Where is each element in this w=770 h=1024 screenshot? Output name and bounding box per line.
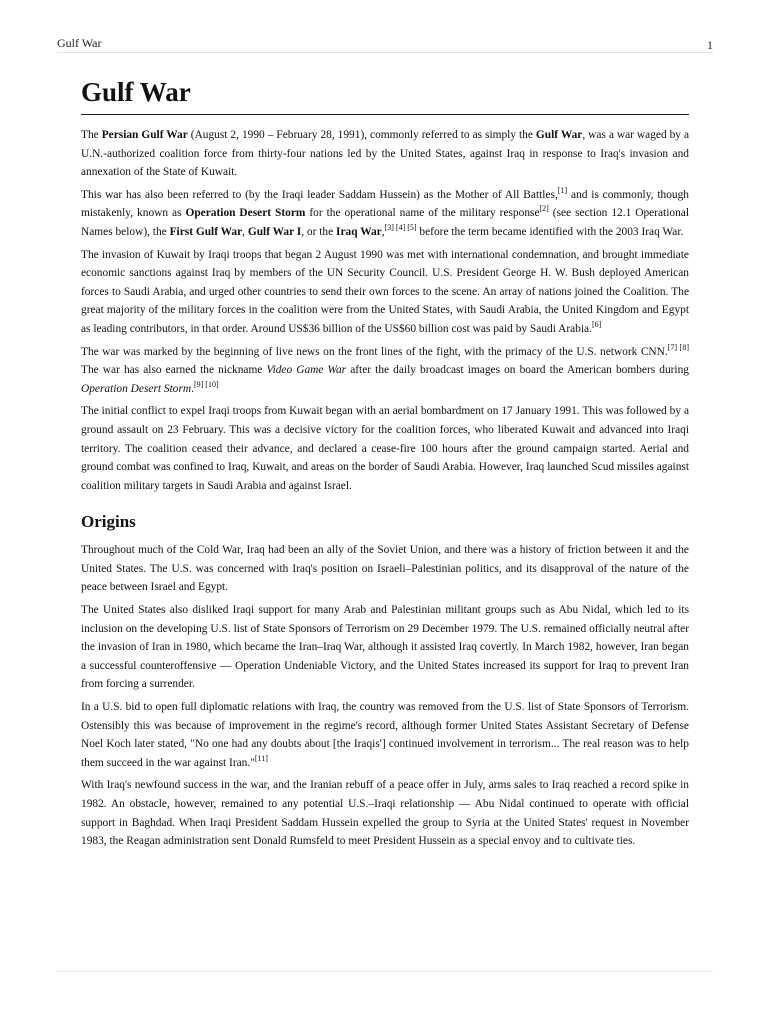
text-run: (see section 12.1 Operational Names below), the — [81, 207, 689, 238]
text-run: , — [381, 225, 385, 238]
text-run: In a U.S. bid to open full diplomatic relations with Iraq, the country was removed from the U.S. list of State Sponsors of Terrorism. Ostensibly this was because of improvement in the regime's record, although former United States Assistant Secretary of Defense Noel Koch later stated, "No one had any doubts about [the Iraqis'] continued involvement in terrorism... The real reason was to help them succeed in the war against Iran." — [81, 701, 689, 769]
conflict-paragraph: The initial conflict to expel Iraqi troops from Kuwait began with an aerial bombardment on 17 January 1991. This was followed by a ground assault on 23 February. This was a decisive victory for the coalition forces, who liberated Kuwait and advanced into Iraqi territory. The coalition ceased their advance, and declared a cease-fire 100 hours after the ground campaign started. Aerial and ground combat was confined to Iraq, Kuwait, and areas on the border of Saudi Arabia. However, Iraq launched Scud missiles against coalition military targets in Saudi Arabia and against Israel. — [81, 405, 689, 492]
citation-link[interactable]: [11] — [254, 754, 268, 764]
text-run: This war has also been referred to (by the Iraqi leader Saddam Hussein) as the Mother of All Battles, — [81, 188, 558, 201]
invasion-paragraph — [81, 246, 689, 339]
citation-link[interactable]: [6] — [591, 320, 602, 330]
text-run: , — [242, 225, 248, 238]
text-run: The war was marked by the beginning of live news on the front lines of the fight, with the primacy of the U.S. network CNN. — [81, 345, 668, 358]
section-heading-origins: Origins — [81, 512, 136, 532]
text-run: for the operational name of the military response — [305, 207, 540, 220]
text-run: , was a war waged by a U.N.-authorized coalition force from thirty-four nations led by the United States, against Iraq in response to Iraq's invasion and annexation of the State of Kuwait. — [81, 129, 690, 179]
bold-term: Persian Gulf War — [101, 129, 188, 141]
article-body — [81, 70, 689, 855]
text-run: The war has also earned the nickname — [81, 364, 267, 377]
citation-link[interactable]: [7] [8] — [667, 342, 690, 352]
origins-paragraph-2: The United States also disliked Iraqi support for many Arab and Palestinian militant groups such as Abu Nidal, which led to its inclusion on the developing U.S. list of State Sponsors of Terrorism on 29 December 1979. The U.S. remained officially neutral after the invasion of Iran in 1980, which became the Iran–Iraq War, although it assisted Iraq covertly. In March 1982, however, Iran began a successful counteroffensive — Operation Undeniable Victory, and the United States increased its support for Iraq to prevent Iran from forcing a surrender. — [81, 604, 689, 691]
bold-term: Iraq War — [336, 225, 382, 238]
text-run: (August 2, 1990 – February 28, 1991), commonly referred to as simply the — [187, 129, 536, 141]
citation-link[interactable]: [9] [10] — [193, 379, 219, 389]
page-number: 1 — [707, 38, 713, 52]
names-paragraph — [81, 186, 689, 242]
text-run: , or the — [301, 225, 337, 238]
bold-term: Operation Desert Storm — [185, 207, 306, 220]
text-run: . — [191, 382, 194, 395]
bold-term: Gulf War I — [247, 225, 302, 238]
citation-link[interactable]: [1] — [557, 185, 568, 195]
footer-divider — [57, 971, 713, 972]
citation-link[interactable]: [3] [4] [5] — [384, 223, 417, 233]
origins-paragraph-4: With Iraq's newfound success in the war, and the Iranian rebuff of a peace offer in July, arms sales to Iraq reached a record spike in 1982. An obstacle, however, remained to any potential U.S.–Iraqi relationship — Abu Nidal continued to operate with official support in Baghdad. When Iraqi President Saddam Hussein expelled the group to Syria at the United States' request in November 1983, the Reagan administration sent Donald Rumsfeld to meet President Hussein as a special envoy and to cultivate ties. — [81, 779, 689, 848]
intro-paragraph — [81, 126, 689, 182]
italic-term: Operation Desert Storm — [81, 382, 192, 395]
article-title: Gulf War — [81, 76, 689, 115]
media-paragraph — [81, 343, 689, 399]
running-header-title: Gulf War — [57, 36, 102, 50]
text-run: The invasion of Kuwait by Iraqi troops that began 2 August 1990 was met with international condemnation, and brought immediate economic sanctions against Iraq by members of the UN Security Council. U.S. President George H. W. Bush deployed American forces to Saudi Arabia, and urged other countries to send their own forces to the scene. An array of nations joined the Coalition. The great majority of the military forces in the coalition were from the United States, with Saudi Arabia, the United Kingdom and Egypt as leading contributors, in that order. Around US$36 billion of the US$60 billion cost was paid by Saudi Arabia. — [81, 248, 689, 335]
citation-link[interactable]: [2] — [539, 204, 549, 214]
bold-term: Gulf War — [535, 129, 583, 141]
text-run: before the term became identified with the 2003 Iraq War. — [416, 225, 684, 238]
bold-term: First Gulf War — [169, 225, 243, 238]
origins-paragraph-3 — [81, 698, 689, 772]
text-run: and is commonly, though mistakenly, known as — [81, 188, 689, 220]
running-header — [57, 36, 713, 53]
italic-term: Video Game War — [266, 364, 347, 377]
origins-paragraph-1: Throughout much of the Cold War, Iraq had been an ally of the Soviet Union, and there was a history of friction between it and the United States. The U.S. was concerned with Iraq's position on Israeli–Palestinian politics, and its disapproval of the nature of the peace between Israel and Egypt. — [81, 544, 689, 594]
text-run: after the daily broadcast images on board the American bombers during — [346, 364, 689, 377]
text-run: The — [81, 129, 102, 141]
